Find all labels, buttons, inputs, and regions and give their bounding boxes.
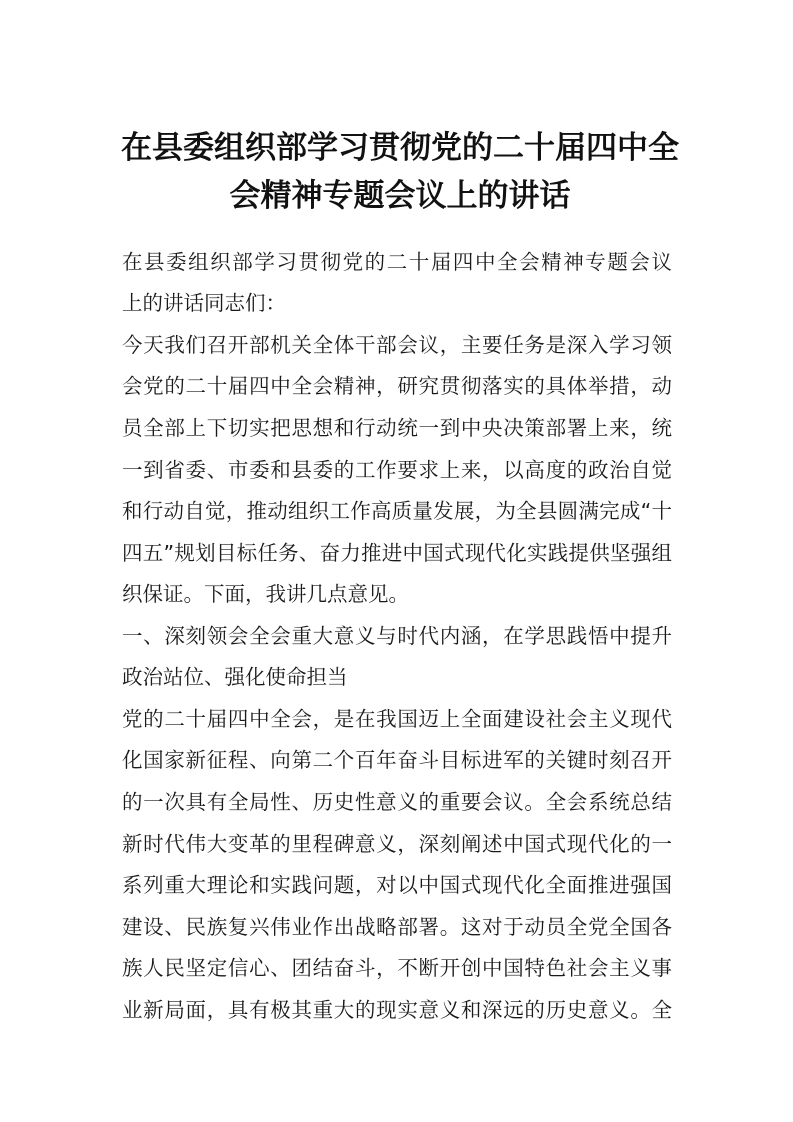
paragraph-line: 族人民坚定信心、团结奋斗，不断开创中国特色社会主义事: [122, 956, 672, 980]
paragraph-line: 四五”规划目标任务、奋力推进中国式现代化实践提供坚强组: [122, 541, 672, 565]
paragraph-line: 化国家新征程、向第二个百年奋斗目标进军的关键时刻召开: [122, 748, 672, 772]
paragraph-line: 系列重大理论和实践问题，对以中国式现代化全面推进强国: [122, 873, 672, 897]
section-heading-line: 政治站位、强化使命担当: [122, 665, 348, 689]
paragraph-line: 在县委组织部学习贯彻党的二十届四中全会精神专题会议: [122, 250, 672, 274]
paragraph-line: 上的讲话同志们：: [122, 291, 286, 315]
document-title-line-2: 会精神专题会议上的讲话: [229, 178, 571, 214]
paragraph-line: 的一次具有全局性、历史性意义的重要会议。全会系统总结: [122, 790, 672, 814]
paragraph-line: 新时代伟大变革的里程碑意义，深刻阐述中国式现代化的一: [122, 832, 672, 856]
paragraph-line: 会党的二十届四中全会精神，研究贯彻落实的具体举措，动: [122, 374, 672, 398]
section-heading-line: 一、深刻领会全会重大意义与时代内涵，在学思践悟中提升: [122, 624, 672, 648]
paragraph-line: 今天我们召开部机关全体干部会议，主要任务是深入学习领: [122, 333, 672, 357]
paragraph-line: 党的二十届四中全会，是在我国迈上全面建设社会主义现代: [122, 707, 672, 731]
paragraph-line: 员全部上下切实把思想和行动统一到中央决策部署上来，统: [122, 416, 672, 440]
paragraph-line: 建设、民族复兴伟业作出战略部署。这对于动员全党全国各: [122, 915, 672, 939]
paragraph-line: 织保证。下面，我讲几点意见。: [122, 582, 409, 606]
paragraph-line: 和行动自觉，推动组织工作高质量发展，为全县圆满完成“十: [122, 499, 672, 523]
paragraph-line: 业新局面，具有极其重大的现实意义和深远的历史意义。全: [122, 998, 672, 1022]
paragraph-line: 一到省委、市委和县委的工作要求上来，以高度的政治自觉: [122, 458, 672, 482]
document-title-line-1: 在县委组织部学习贯彻党的二十届四中全: [121, 130, 679, 166]
